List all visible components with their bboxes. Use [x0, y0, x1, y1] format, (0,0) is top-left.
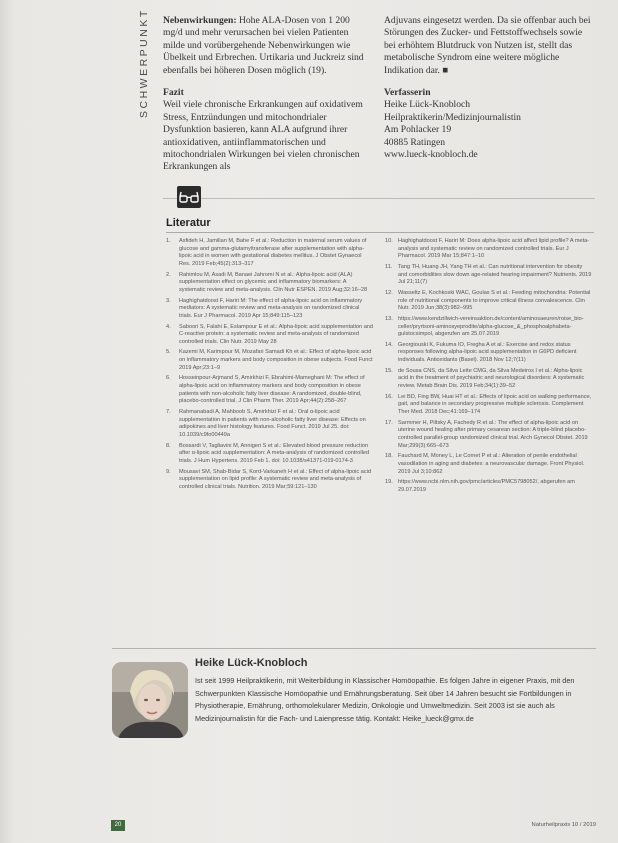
- reference-text: de Sousa CNS, da Silva Leite CMG, da Silva Medeiros I et al.: Alpha-lipoic acid in the treatment of psychiatric and neurological disorders: A systematic review. Metab Brain Dis. 2019 Feb;34(1):39–52: [398, 367, 585, 390]
- reference-item: [385, 453, 593, 476]
- reference-number: 2.: [166, 271, 171, 278]
- verf-website-link[interactable]: www.lueck-knobloch.de: [384, 149, 478, 161]
- reference-number: 3.: [166, 297, 171, 304]
- author-divider: [112, 648, 596, 649]
- reference-text: Rahmanabadi A, Mahboob S, Amirkhizi F et al.: Oral α-lipoic acid supplementation in patients with non-alcoholic fatty liver disease: Effects on adipokines and liver histology features. Food Funct. 2019 Jul 25. doi: 10.1039/c9fo00449a: [179, 409, 366, 438]
- reference-text: Kazemi M, Karimpour M, Mozafari Samadi Kh et al.: Effect of alpha-lipoic acid on inflammatory markers and body composition in obese subjects. Food Funct 2019 Apr;23:1–9: [179, 349, 373, 371]
- reference-item: [385, 368, 593, 391]
- reference-number: 17.: [385, 419, 393, 426]
- reference-number: 5.: [166, 349, 171, 356]
- fazit-heading: Fazit: [163, 87, 184, 99]
- reference-text: Georgiouski K, Fukuma IO, Fregha A et al.: Exercise and redox status responses following alpha-lipoic acid supplementation in G6PD deficient individuals. Antioxidants (Basel). 2018 Nov 12;7(11): [398, 341, 577, 364]
- top-divider: [163, 198, 595, 199]
- reference-item: [166, 443, 374, 466]
- reference-item: [166, 298, 374, 321]
- reference-number: 10.: [385, 238, 393, 244]
- reference-item: [385, 264, 593, 287]
- reference-text: Tang TH, Huang JH, Yang TH et al.: Can nutritional intervention for obesity and comorbidities slow down age-related hearing impairment? Nutrients. 2019 Jul 21;11(7): [398, 263, 592, 286]
- reference-number: 16.: [385, 393, 393, 400]
- reference-item: [166, 238, 374, 268]
- reference-text: https://www.ncbi.nlm.nih.gov/pmc/articles/PMC5798052/, abgerufen am 29.07.2019: [398, 479, 575, 493]
- reference-text: Lei BD, Fing BW, Huai HT et al.: Effects of lipoic acid on walking performance, gait, and balance in secondary progressive multiple sclerosis. Complement Ther Med. 2018 Dec;41:169–174: [398, 393, 592, 415]
- reference-number: 18.: [385, 453, 393, 460]
- reference-number: 8.: [166, 442, 171, 449]
- literatur-rule: [166, 232, 594, 233]
- top-column-right: [384, 15, 592, 161]
- reference-item: [385, 420, 593, 450]
- nebenwirkungen-paragraph: [163, 15, 367, 77]
- reference-text: Sarmmer H, Piltsky A, Fachedy R et al.: The effect of alpha-lipoic acid on uterine wound healing after primary cesarean section: A triple-blind placebo-controlled parallel-group randomized clinical trial. Arch Gynecol Obstet. 2019 Mar;299(3):665–673: [398, 419, 588, 449]
- reference-item: [385, 238, 593, 261]
- reference-number: 7.: [166, 409, 171, 415]
- top-column-left: [163, 15, 367, 174]
- reference-text: https://www.kendzillwich-vereinsaktion.de/content/aminosaeuren/roise_bio-celler/pryrtsoni-aminosyeprodite/alpha-glucose_&_phosphoalphabeta-gulstocsimpol, abgerufen am 25.07.2019: [398, 315, 584, 338]
- reference-text: Hosseinpour-Arjmand S, Amirkhizi F, Ebrahimi-Mameghani M: The effect of alpha-lipoic acid on inflammatory markers and body composition in obese patients with non-alcoholic fatty liver disease: A randomized, double-blind, placebo-controlled trial. J Clin Pharm Ther. 2019 Apr;44(2):258–267: [179, 375, 365, 405]
- footer-source: Naturheilpraxis 10 / 2019: [531, 822, 596, 828]
- nebenwirkungen-heading: Nebenwirkungen:: [163, 15, 237, 26]
- reference-item: [166, 409, 374, 439]
- verf-line: Heike Lück-Knobloch: [384, 99, 471, 111]
- author-photo: [112, 662, 188, 738]
- reference-number: 11.: [385, 263, 393, 270]
- author-bio: Ist seit 1999 Heilpraktikerin, mit Weiterbildung in Klassischer Homöopathie. Es folgen Jahre in eigener Praxis, mit den Schwerpunkten Klassische Homöopathie und Ernährungsberatung. Seit über 14 Jahren besucht sie Fortbildungen in Physiotherapie, Ernährung, orthomolekularer Medizin, Onkologie und Umweltmedizin. Seit 2003 ist sie auch als Medizinjournalistin für die Fach- und Laienpresse tätig. Kontakt: Heike_lueck@gmx.de: [195, 676, 575, 723]
- verfasserin-heading: Verfasserin: [384, 87, 431, 99]
- verf-line: Am Pohlacker 19: [384, 124, 452, 136]
- references-left: [166, 238, 374, 495]
- page-number: 20: [111, 820, 125, 831]
- nebenwirkungen-text: Hohe ALA-Dosen von 1 200 mg/d und mehr verursachen bei vielen Patienten milde und vorübergehende Nebenwirkungen wie Übelkeit und Erbrechen. Urtikaria und Juckreiz sind ebenfalls bei höheren Dosen möglich (19).: [163, 15, 364, 76]
- reference-text: Haghighatdoost F, Hariri M: The effect of alpha-lipoic acid on inflammatory mediators: A systematic review and meta-analysis on randomized clinical trials. Eur J Pharmacol. 2019 Apr 15;849:115–123: [179, 297, 363, 319]
- reference-item: [385, 394, 593, 417]
- section-label: SCHWERPUNKT: [138, 8, 150, 118]
- reference-number: 6.: [166, 375, 171, 382]
- verf-line: 40885 Ratingen: [384, 136, 446, 148]
- reference-item: [166, 324, 374, 347]
- conclusion-text: Adjuvans eingesetzt werden. Da sie offenbar auch bei Störungen des Zucker- und Fettstoffwechsels sowie bei erhöhtem Blutdruck von Nutzen ist, stellt das metabolische Syndrom eine weitere mögliche Indikation dar. ■: [384, 15, 591, 76]
- reference-number: 9.: [166, 468, 171, 475]
- reference-text: Fauchard M, Money L, Le Cornet P et al.: Alteration of penile endothelial vasodilation in aging and diabetes: a neurovascular damage. Front Physiol. 2019 Jul 3;10:862: [398, 453, 585, 475]
- reference-number: 19.: [385, 479, 393, 486]
- reference-item: [385, 479, 593, 494]
- reference-item: [166, 375, 374, 405]
- reference-text: Asfideh H, Jamilian M, Bahe F et al.: Reduction in maternal serum values of glucose and gamma-glutamyltransferase after supplementation with alpha-lipoic acid in women with gestational diabetes mellitus. J Obstet Gynaecol Res. 2019 Feb;45(2):313–317: [179, 238, 367, 267]
- reference-number: 12.: [385, 289, 393, 296]
- reference-number: 4.: [166, 323, 171, 330]
- literatur-heading: Literatur: [166, 217, 211, 229]
- reference-number: 13.: [385, 315, 393, 322]
- verf-line: Heilpraktikerin/Medizinjournalistin: [384, 111, 521, 123]
- fazit-text: Weil viele chronische Erkrankungen auf oxidativem Stress, Entzündungen und mitochondrialer Dysfunktion basieren, kann ALA aufgrund ihrer antioxidativen, antiinflammatorischen und mitochondrialen Wirkungen bei vielen chronischen Erkrankungen als: [163, 99, 363, 173]
- reference-number: 14.: [385, 341, 393, 348]
- reference-text: Saboori S, Falahi E, Eslampour E et al.: Alpha-lipoic acid supplementation and C-reactive protein: a systematic review and meta-analysis of randomized controlled trials. Clin Nutr. 2019 May 28: [179, 323, 374, 345]
- references-right: [385, 238, 593, 498]
- reference-item: [385, 316, 593, 339]
- glasses-icon: [177, 186, 201, 208]
- reference-text: Mousavi SM, Shab-Bidar S, Kord-Varkaneh H et al.: Effect of alpha-lipoic acid supplementation on lipid profile: A systematic review and meta-analysis of controlled clinical trials. Nutrition. 2019 Mar;59:121–130: [179, 468, 371, 490]
- reference-text: Rahimlou M, Asadi M, Banaei Jahromi N et al.: Alpha-lipoic acid (ALA) supplementation effect on glycemic and inflammatory biomarkers: A systematic review and meta-analysis. Clin Nutr ESPEN. 2019 Aug;32:16–28: [179, 271, 368, 293]
- reference-item: [385, 290, 593, 313]
- reference-item: [166, 349, 374, 372]
- reference-text: Bossardi V, Tagliavini M, Annigeri S et al.: Elevated blood pressure reduction after α-lipoic acid supplementation: A meta-analysis of randomized controlled trials. J Hum Hypertens. 2019 Feb 1. doi: 10.1038/s41371-019-0174-3: [179, 442, 370, 464]
- reference-item: [166, 469, 374, 492]
- author-name: Heike Lück-Knobloch: [195, 657, 308, 669]
- reference-item: [166, 272, 374, 295]
- reference-item: [385, 342, 593, 365]
- reference-number: 1.: [166, 238, 171, 244]
- reference-text: Haghighatdoost F, Hariri M: Does alpha-lipoic acid affect lipid profile? A meta-analysis and systematic review on randomized controlled trials. Eur J Pharmacol. 2019 Mar 15;847:1–10: [398, 238, 590, 260]
- reference-text: Wasseltz E, Kochkoski WAC, Goulas S et al.: Feeding mitochondria: Potential role of nutritional components to improve critical illness convalescence. Clin Nutr. 2019 Jun;38(3):982–995: [398, 289, 591, 312]
- reference-number: 15.: [385, 367, 393, 374]
